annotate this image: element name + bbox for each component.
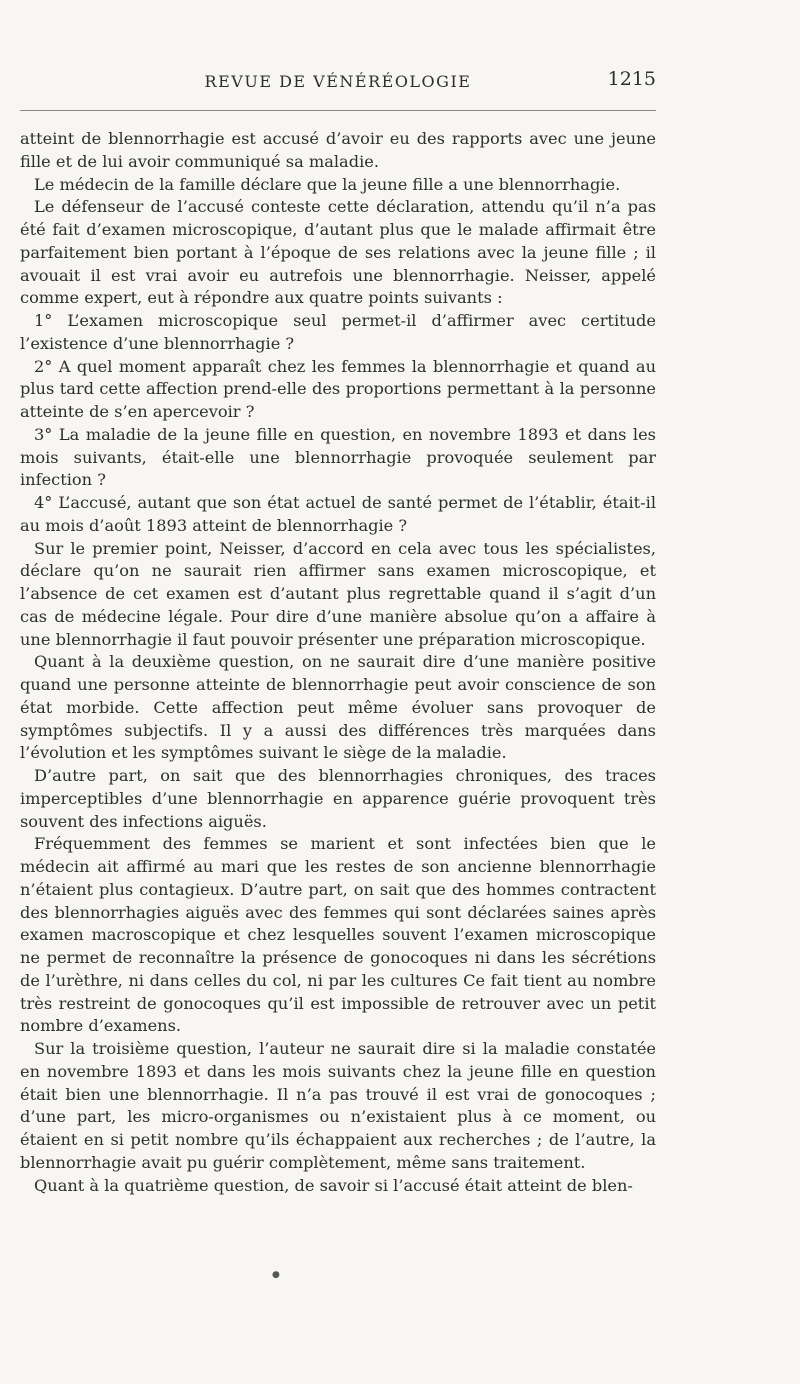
paragraph: 1° L’examen microscopique seul permet-il d’affirmer avec certitude l’existence d’une blennorrhagie ? bbox=[20, 311, 656, 353]
paragraph: Fréquemment des femmes se marient et sont infectées bien que le médecin ait affirmé au mari que les restes de son ancienne blennorrhagie n’étaient plus contagieux. D’autre part, on sait que des hommes contractent des blennorrhagies aiguës avec des femmes qui sont déclarées saines après examen macroscopique et chez lesquelles souvent l’examen microscopique ne permet de reconnaître la présence de gonocoques ni dans les sécrétions de l’urèthre, ni dans celles du col, ni par les cultures Ce fait tient au nombre très restreint de gonocoques qu’il est impossible de retrouver avec un petit nombre d’examens. bbox=[20, 834, 656, 1036]
bullet-mark-icon: ● bbox=[272, 1270, 280, 1280]
paragraph: Sur la troisième question, l’auteur ne saurait dire si la maladie constatée en novembre 1893 et dans les mois suivants chez la jeune fille en question était bien une blennorrhagie. Il n’a pas trouvé il est vrai de gonocoques ; d’une part, les micro-organismes ou n’existaient plus à ce moment, ou étaient en si petit nombre qu’ils échappaient aux recherches ; de l’autre, la blennorrhagie avait pu guérir complètement, même sans traitement. bbox=[20, 1039, 656, 1172]
paragraph: Le défenseur de l’accusé conteste cette déclaration, attendu qu’il n’a pas été fait d’examen microscopique, d’autant plus que le malade affirmait être parfaitement bien portant à l’époque de ses relations avec la jeune fille ; il avouait il est vrai avoir eu autrefois une blennorrhagie. Neisser, appelé comme expert, eut à répondre aux quatre points suivants : bbox=[20, 197, 656, 308]
paragraph: Le médecin de la famille déclare que la jeune fille a une blennorrhagie. bbox=[34, 174, 621, 194]
running-title: REVUE DE VÉNÉRÉOLOGIE bbox=[204, 72, 472, 91]
paragraph: Quant à la deuxième question, on ne saurait dire d’une manière positive quand une personne atteinte de blennorrhagie peut avoir conscience de son état morbide. Cette affection peut même évoluer sans provoquer de symptômes subjectifs. Il y a aussi des différences très marquées dans l’évolution et les symptômes suivant le siège de la maladie. bbox=[20, 652, 656, 763]
page-header bbox=[20, 68, 656, 102]
paragraph: 2° A quel moment apparaît chez les femmes la blennorrhagie et quand au plus tard cette affection prend-elle des proportions permettant à la personne atteinte de s’en apercevoir ? bbox=[20, 356, 656, 421]
paragraph: Sur le premier point, Neisser, d’accord en cela avec tous les spécialistes, déclare qu’on ne saurait rien affirmer sans examen microscopique, et l’absence de cet examen est d’autant plus regrettable quand il s’agit d’un cas de médecine légale. Pour dire d’une manière absolue qu’on a affaire à une blennorrhagie il faut pouvoir présenter une préparation microscopique. bbox=[20, 538, 656, 649]
paragraph: D’autre part, on sait que des blennorrhagies chroniques, des traces imperceptibles d’une blennorrhagie en apparence guérie provoquent très souvent des infections aiguës. bbox=[20, 766, 656, 831]
page-number: 1215 bbox=[607, 68, 656, 90]
paragraph: Quant à la quatrième question, de savoir si l’accusé était atteint de blen- bbox=[34, 1175, 633, 1195]
header-rule bbox=[20, 110, 656, 111]
body-text bbox=[20, 128, 656, 1197]
paragraph: 3° La maladie de la jeune fille en question, en novembre 1893 et dans les mois suivants, était-elle une blennorrhagie provoquée seulement par infection ? bbox=[20, 424, 656, 490]
paragraph: atteint de blennorrhagie est accusé d’avoir eu des rapports avec une jeune fille et de lui avoir communiqué sa maladie. bbox=[20, 129, 656, 171]
paragraph: 4° L’accusé, autant que son état actuel de santé permet de l’établir, était-il au mois d’août 1893 atteint de blennorrhagie ? bbox=[20, 493, 656, 535]
